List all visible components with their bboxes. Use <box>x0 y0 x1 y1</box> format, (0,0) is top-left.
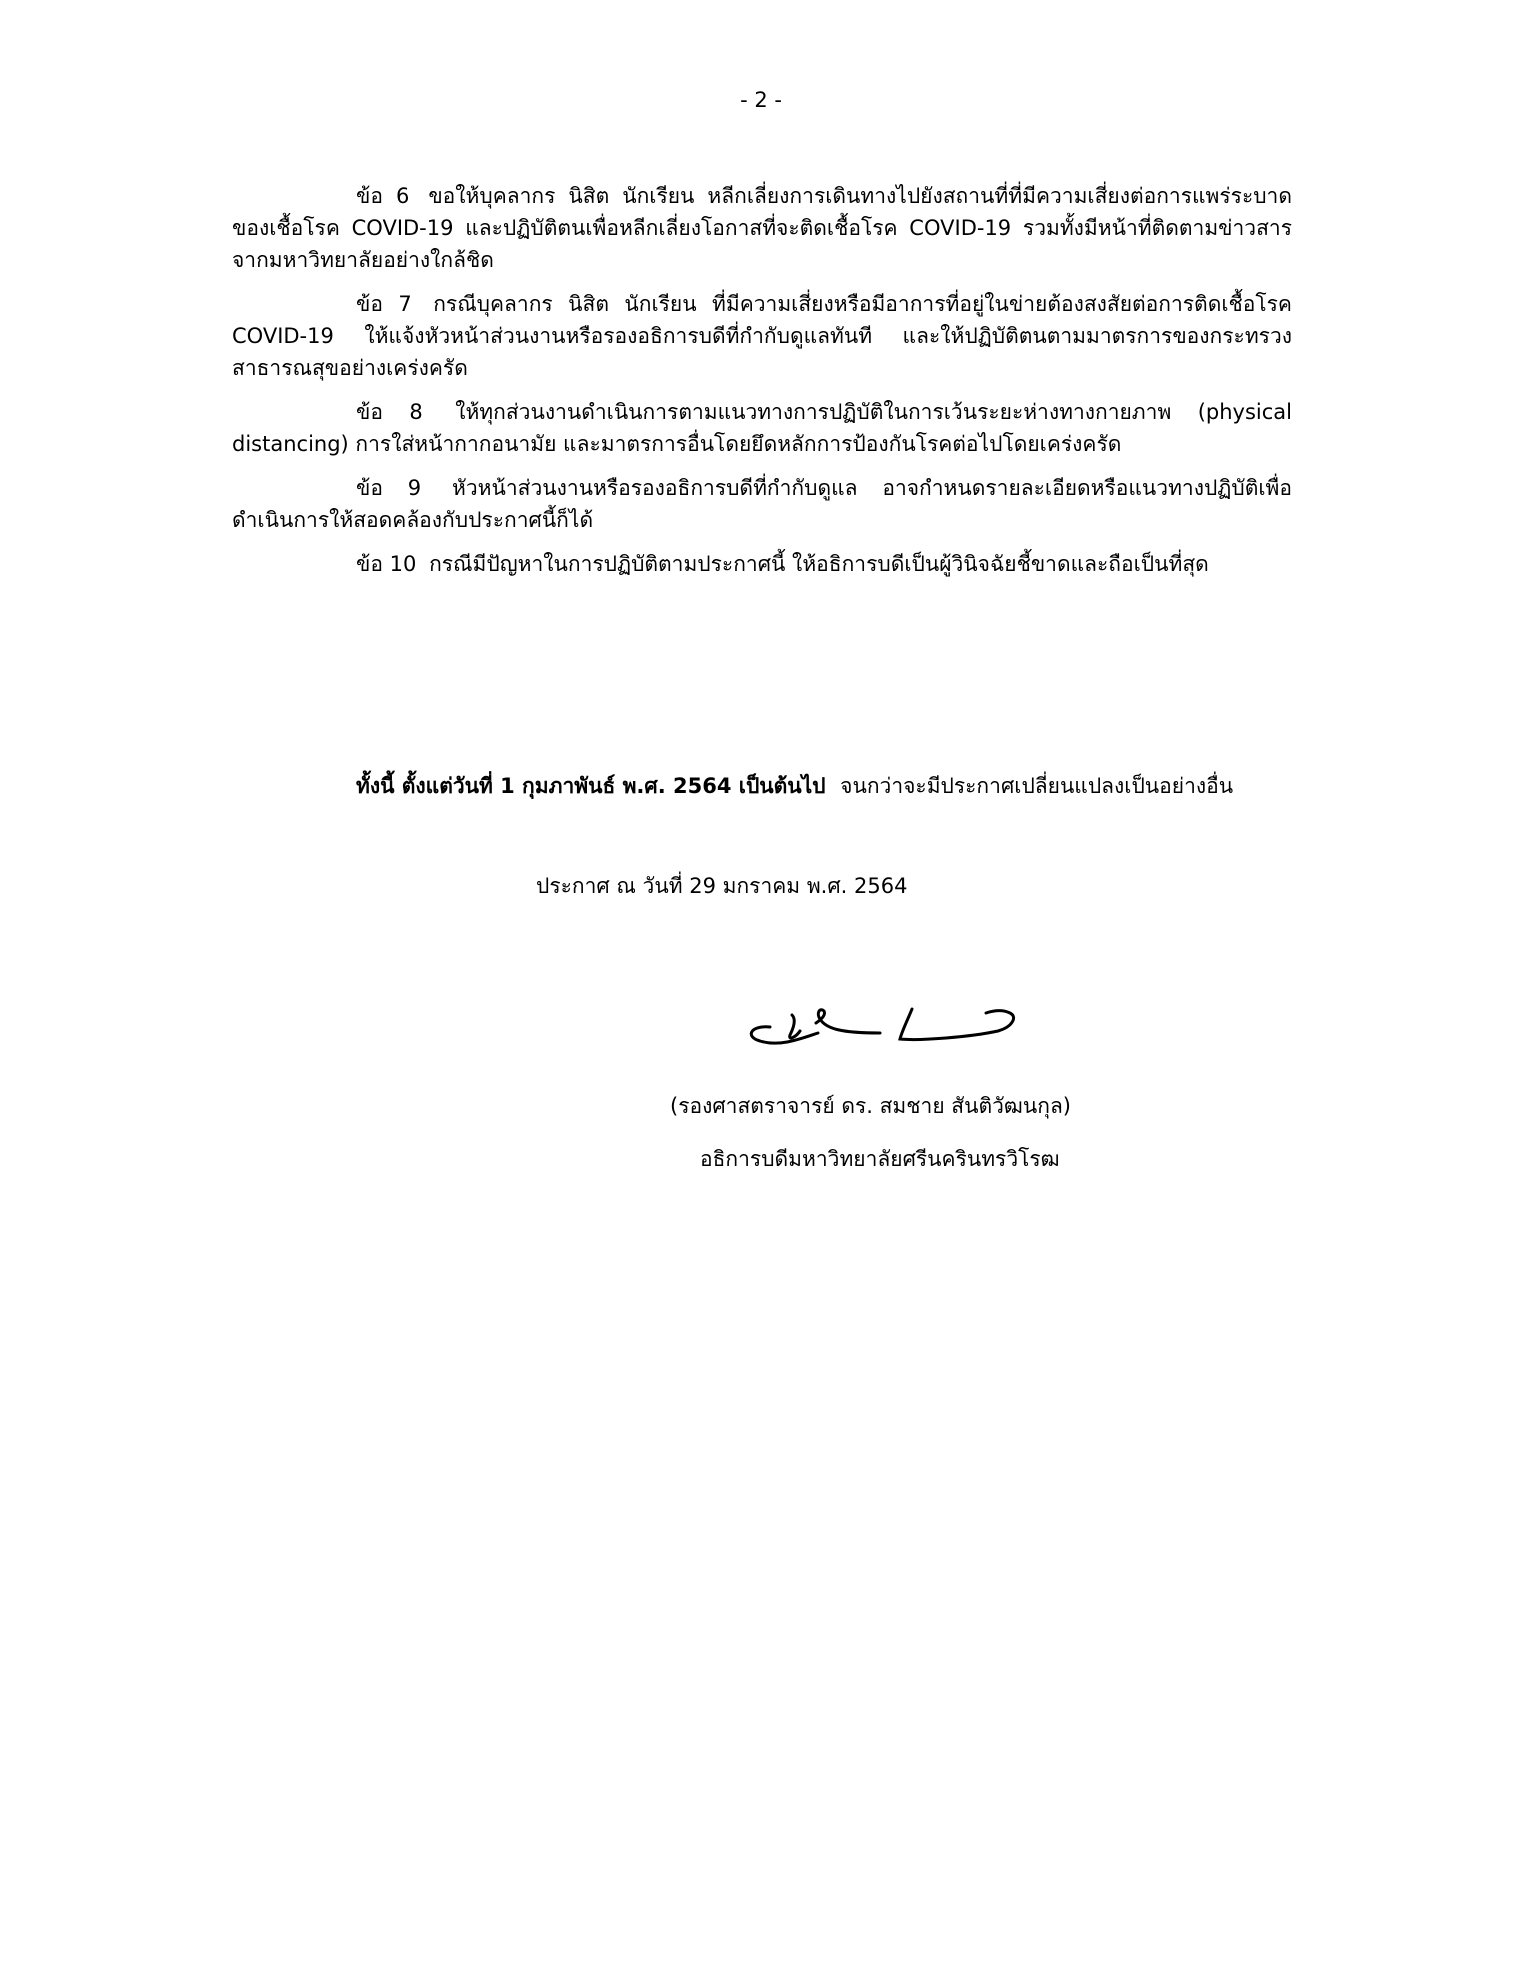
clause-9 <box>232 472 1292 536</box>
clause-label: ข้อ 7 <box>356 292 412 316</box>
clause-label: ข้อ 9 <box>356 476 422 500</box>
announcement-date: ประกาศ ณ วันที่ 29 มกราคม พ.ศ. 2564 <box>536 874 908 898</box>
clause-10 <box>232 548 1292 580</box>
clause-text: กรณีมีปัญหาในการปฏิบัติตามประกาศนี้ ให้อธิการบดีเป็นผู้วินิจฉัยชี้ขาดและถือเป็นที่สุด <box>429 552 1209 576</box>
signature-image <box>730 975 1030 1065</box>
clause-text: กรณีบุคลากร นิสิต นักเรียน ที่มีความเสี่ยงหรือมีอาการที่อยู่ในข่ายต้องสงสัยต่อการติดเชื้อโรค COVID-19 ให้แจ้งหัวหน้าส่วนงานหรือรองอธิการบดีที่กำกับดูแลทันที และให้ปฏิบัติตนตามมาตรการของกระทรวงสาธารณสุขอย่างเคร่งครัด <box>232 292 1292 380</box>
effective-date-statement <box>356 770 1233 803</box>
clause-label: ข้อ 8 <box>356 400 423 424</box>
clause-label: ข้อ 6 <box>356 184 410 208</box>
clause-8 <box>232 396 1292 460</box>
clause-7 <box>232 288 1292 384</box>
signer-name: (รองศาสตราจารย์ ดร. สมชาย สันติวัฒนกุล) <box>670 1094 1071 1118</box>
clause-6 <box>232 180 1292 276</box>
clause-text: ให้ทุกส่วนงานดำเนินการตามแนวทางการปฏิบัติในการเว้นระยะห่างทางกายภาพ (physical distancing) การใส่หน้ากากอนามัย และมาตรการอื่นโดยยึดหลักการป้องกันโรคต่อไปโดยเคร่งครัด <box>232 400 1292 456</box>
effective-date-rest: จนกว่าจะมีประกาศเปลี่ยนแปลงเป็นอย่างอื่น <box>840 774 1234 798</box>
clause-text: ขอให้บุคลากร นิสิต นักเรียน หลีกเลี่ยงการเดินทางไปยังสถานที่ที่มีความเสี่ยงต่อการแพร่ระบาดของเชื้อโรค COVID-19 และปฏิบัติตนเพื่อหลีกเลี่ยงโอกาสที่จะติดเชื้อโรค COVID-19 รวมทั้งมีหน้าที่ติดตามข่าวสารจากมหาวิทยาลัยอย่างใกล้ชิด <box>232 184 1292 272</box>
clause-text: หัวหน้าส่วนงานหรือรองอธิการบดีที่กำกับดูแล อาจกำหนดรายละเอียดหรือแนวทางปฏิบัติเพื่อดำเนินการให้สอดคล้องกับประกาศนี้ก็ได้ <box>232 476 1292 532</box>
signer-title: อธิการบดีมหาวิทยาลัยศรีนครินทรวิโรฒ <box>700 1147 1060 1171</box>
effective-date-bold: ทั้งนี้ ตั้งแต่วันที่ 1 กุมภาพันธ์ พ.ศ. 2564 เป็นต้นไป <box>356 774 826 798</box>
clause-label: ข้อ 10 <box>356 552 417 576</box>
page-number: - 2 - <box>740 88 782 112</box>
clauses-section <box>232 180 1292 592</box>
